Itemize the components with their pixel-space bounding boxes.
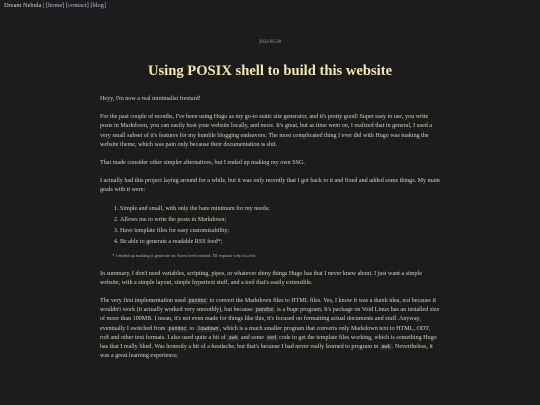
text-segment: to [188, 325, 196, 332]
footnote: * I ended up making it generate an Atom feed instead. I'll explain why in a bit. [112, 253, 257, 259]
text-segment: The very first implementation used [100, 298, 188, 305]
goals-list [100, 205, 440, 248]
text-segment: code to get the template files working, which is something Hugo has that I really liked. Was honestly a bit of a headache, but that's because I had never really learned to program in [100, 334, 437, 351]
inline-code: lowdown [197, 325, 219, 332]
nav-link-home[interactable]: [home] [45, 2, 65, 9]
nav-link-blog[interactable]: [blog] [90, 2, 106, 9]
site-name: Dream Nebula [4, 2, 42, 9]
goal-item: 1. Simple and small, with only the bare minimum for my needs; [120, 205, 440, 214]
inline-code: sed [267, 334, 277, 341]
post-date: 2023-05-28 [258, 40, 282, 45]
nav-link-contact[interactable]: [contact] [66, 2, 89, 9]
text-segment: is a [275, 307, 287, 314]
goal-item: 2. Allows me to write the posts in Markdown; [120, 216, 440, 225]
inline-code: pandoc [255, 307, 274, 314]
paragraph-hugo: For the past couple of months, I've been using Hugo as my go-to static site generator, and it's pretty good! Super easy to use, you write posts in Markdown, you can easily host your website locally, and more. It's great, but as time went on, I realized that in general, I used a very small subset of it's features for my humble blogging endeavors; The most complicated thing I ever did with Hugo was making the website theme, which was pain only because their documentation is shit. [100, 114, 433, 148]
emphasis-text: huge [286, 307, 299, 314]
site-header [4, 2, 106, 10]
inline-code: pandoc [188, 298, 207, 305]
goal-item: 3. Have template files for easy customizability; [120, 227, 440, 236]
post-title: Using POSIX shell to build this website [147, 63, 393, 79]
goal-item: 4. Be able to generate a readable RSS feed*; [120, 238, 440, 247]
text-segment: program; It's package on Void Linux has an installed size of more than 100MB. I mean, it's not even made for things like this, it's focused on formatting actual documents and stuff. Anyway, eventually I switched from [100, 307, 440, 332]
text-segment: to convert the Markdown files to HTML files. Yes, I know it was a dumb idea, not because it wouldn't work (it actually worked very smoothly), but because [100, 298, 436, 314]
inline-code: awk [381, 344, 391, 351]
paragraph-implementation [100, 297, 440, 361]
text-segment: . Nevertheless, it was a great learning experience. [100, 344, 433, 360]
paragraph-goals-intro: I actually had this project laying around for a while, but it was only recently that I got back to it and fixed and added some things. My main goals with it were: [100, 178, 440, 194]
text-segment: and some [239, 334, 266, 341]
header-separator: | [43, 2, 45, 9]
inline-code: awk [228, 334, 238, 341]
text-segment: , which is a much smaller program that converts only Markdown text to HTML, ODT, roff and other text formats. I also used quite a bit of [100, 325, 431, 341]
inline-code: pandoc [168, 325, 187, 332]
post-content [100, 95, 440, 370]
paragraph-intro: Heyy, I'm now a real minimalist freetard! [100, 96, 201, 102]
paragraph-alternatives: That made consider other simpler alternatives, but I ended up making my own SSG. [100, 160, 305, 167]
paragraph-summary: In summary, I don't need variables, scripting, pipes, or whatever shiny things Hugo has that I never knew about. I just want a simple website, with a simple layout, simple hypertext stuff, and a tool that's easily extensible. [100, 270, 422, 286]
